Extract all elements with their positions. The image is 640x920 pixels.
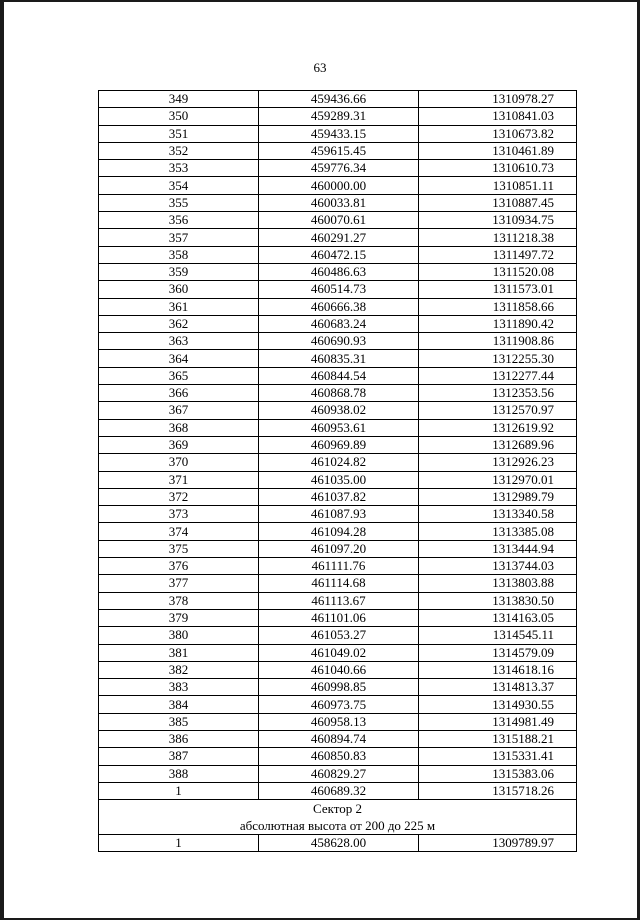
y-coordinate-cell: 1310934.75 — [419, 212, 577, 229]
y-coordinate-cell: 1311218.38 — [419, 229, 577, 246]
x-coordinate-cell: 461024.82 — [259, 454, 419, 471]
point-number-cell: 367 — [99, 402, 259, 419]
table-row — [99, 194, 577, 211]
x-coordinate-cell: 461037.82 — [259, 488, 419, 505]
table-row — [99, 644, 577, 661]
y-coordinate-cell: 1313744.03 — [419, 558, 577, 575]
y-coordinate-cell: 1311520.08 — [419, 263, 577, 280]
table-row — [99, 523, 577, 540]
point-number-cell: 353 — [99, 160, 259, 177]
y-coordinate-cell: 1312277.44 — [419, 367, 577, 384]
y-coordinate-cell: 1315718.26 — [419, 782, 577, 799]
y-coordinate-cell: 1313340.58 — [419, 506, 577, 523]
point-number-cell: 388 — [99, 765, 259, 782]
y-coordinate-cell: 1310978.27 — [419, 91, 577, 108]
y-coordinate-cell: 1310610.73 — [419, 160, 577, 177]
x-coordinate-cell: 461040.66 — [259, 661, 419, 678]
y-coordinate-cell: 1310841.03 — [419, 108, 577, 125]
table-row — [99, 748, 577, 765]
y-coordinate-cell: 1311497.72 — [419, 246, 577, 263]
point-number-cell: 383 — [99, 679, 259, 696]
scan-edge-left — [0, 0, 4, 920]
x-coordinate-cell: 460969.89 — [259, 436, 419, 453]
y-coordinate-cell: 1314930.55 — [419, 696, 577, 713]
point-number-cell: 372 — [99, 488, 259, 505]
sector-header-row — [99, 800, 577, 835]
table-row — [99, 229, 577, 246]
x-coordinate-cell: 460958.13 — [259, 713, 419, 730]
y-coordinate-cell: 1315188.21 — [419, 730, 577, 747]
point-number-cell: 350 — [99, 108, 259, 125]
x-coordinate-cell: 461094.28 — [259, 523, 419, 540]
table-row — [99, 108, 577, 125]
point-number-cell: 363 — [99, 333, 259, 350]
point-number-cell: 1 — [99, 835, 259, 852]
table-row — [99, 402, 577, 419]
y-coordinate-cell: 1312989.79 — [419, 488, 577, 505]
y-coordinate-cell: 1309789.97 — [419, 835, 577, 852]
coordinates-table-body — [99, 91, 577, 800]
table-row — [99, 713, 577, 730]
x-coordinate-cell: 460291.27 — [259, 229, 419, 246]
point-number-cell: 386 — [99, 730, 259, 747]
x-coordinate-cell: 458628.00 — [259, 835, 419, 852]
y-coordinate-cell: 1314545.11 — [419, 627, 577, 644]
x-coordinate-cell: 460850.83 — [259, 748, 419, 765]
x-coordinate-cell: 461113.67 — [259, 592, 419, 609]
sector-header-cell — [99, 800, 577, 835]
point-number-cell: 355 — [99, 194, 259, 211]
y-coordinate-cell: 1310461.89 — [419, 142, 577, 159]
table-row — [99, 696, 577, 713]
table-row — [99, 246, 577, 263]
point-number-cell: 371 — [99, 471, 259, 488]
point-number-cell: 374 — [99, 523, 259, 540]
table-row — [99, 592, 577, 609]
table-row — [99, 142, 577, 159]
point-number-cell: 378 — [99, 592, 259, 609]
x-coordinate-cell: 460938.02 — [259, 402, 419, 419]
table-row — [99, 454, 577, 471]
point-number-cell: 387 — [99, 748, 259, 765]
x-coordinate-cell: 461053.27 — [259, 627, 419, 644]
table-row — [99, 263, 577, 280]
y-coordinate-cell: 1310673.82 — [419, 125, 577, 142]
point-number-cell: 382 — [99, 661, 259, 678]
point-number-cell: 381 — [99, 644, 259, 661]
y-coordinate-cell: 1314579.09 — [419, 644, 577, 661]
table-row — [99, 558, 577, 575]
table-row — [99, 160, 577, 177]
point-number-cell: 357 — [99, 229, 259, 246]
y-coordinate-cell: 1312570.97 — [419, 402, 577, 419]
point-number-cell: 375 — [99, 540, 259, 557]
y-coordinate-cell: 1311890.42 — [419, 315, 577, 332]
x-coordinate-cell: 459433.15 — [259, 125, 419, 142]
table-row — [99, 212, 577, 229]
table-row — [99, 506, 577, 523]
y-coordinate-cell: 1314981.49 — [419, 713, 577, 730]
sector-section — [99, 800, 577, 835]
y-coordinate-cell: 1310887.45 — [419, 194, 577, 211]
x-coordinate-cell: 461114.68 — [259, 575, 419, 592]
sector-title: Сектор 2 — [312, 801, 362, 817]
table-row — [99, 177, 577, 194]
x-coordinate-cell: 460000.00 — [259, 177, 419, 194]
point-number-cell: 364 — [99, 350, 259, 367]
sector-table-body — [99, 835, 577, 852]
table-row — [99, 575, 577, 592]
y-coordinate-cell: 1311858.66 — [419, 298, 577, 315]
point-number-cell: 369 — [99, 436, 259, 453]
point-number-cell: 352 — [99, 142, 259, 159]
point-number-cell: 360 — [99, 281, 259, 298]
x-coordinate-cell: 460844.54 — [259, 367, 419, 384]
x-coordinate-cell: 460070.61 — [259, 212, 419, 229]
x-coordinate-cell: 459776.34 — [259, 160, 419, 177]
table-row — [99, 298, 577, 315]
point-number-cell: 379 — [99, 609, 259, 626]
point-number-cell: 370 — [99, 454, 259, 471]
sector-subtitle: абсолютная высота от 200 до 225 м — [239, 818, 436, 834]
x-coordinate-cell: 460973.75 — [259, 696, 419, 713]
point-number-cell: 349 — [99, 91, 259, 108]
x-coordinate-cell: 460835.31 — [259, 350, 419, 367]
point-number-cell: 373 — [99, 506, 259, 523]
y-coordinate-cell: 1312926.23 — [419, 454, 577, 471]
x-coordinate-cell: 460683.24 — [259, 315, 419, 332]
y-coordinate-cell: 1310851.11 — [419, 177, 577, 194]
table-row — [99, 661, 577, 678]
scan-edge-top — [0, 0, 640, 2]
table-row — [99, 782, 577, 799]
point-number-cell: 368 — [99, 419, 259, 436]
point-number-cell: 361 — [99, 298, 259, 315]
y-coordinate-cell: 1313444.94 — [419, 540, 577, 557]
table-row — [99, 350, 577, 367]
y-coordinate-cell: 1313803.88 — [419, 575, 577, 592]
x-coordinate-cell: 460486.63 — [259, 263, 419, 280]
point-number-cell: 380 — [99, 627, 259, 644]
x-coordinate-cell: 460868.78 — [259, 385, 419, 402]
table-row — [99, 540, 577, 557]
y-coordinate-cell: 1313830.50 — [419, 592, 577, 609]
y-coordinate-cell: 1312970.01 — [419, 471, 577, 488]
x-coordinate-cell: 461097.20 — [259, 540, 419, 557]
y-coordinate-cell: 1314163.05 — [419, 609, 577, 626]
x-coordinate-cell: 461049.02 — [259, 644, 419, 661]
table-row — [99, 436, 577, 453]
table-row — [99, 609, 577, 626]
coordinates-table — [98, 90, 577, 852]
point-number-cell: 377 — [99, 575, 259, 592]
x-coordinate-cell: 460953.61 — [259, 419, 419, 436]
y-coordinate-cell: 1314813.37 — [419, 679, 577, 696]
table-row — [99, 367, 577, 384]
x-coordinate-cell: 460514.73 — [259, 281, 419, 298]
point-number-cell: 365 — [99, 367, 259, 384]
table-row — [99, 765, 577, 782]
x-coordinate-cell: 459615.45 — [259, 142, 419, 159]
point-number-cell: 358 — [99, 246, 259, 263]
y-coordinate-cell: 1312619.92 — [419, 419, 577, 436]
x-coordinate-cell: 460894.74 — [259, 730, 419, 747]
x-coordinate-cell: 460829.27 — [259, 765, 419, 782]
point-number-cell: 384 — [99, 696, 259, 713]
page-number: 63 — [313, 60, 327, 75]
point-number-cell: 356 — [99, 212, 259, 229]
table-row — [99, 281, 577, 298]
y-coordinate-cell: 1312255.30 — [419, 350, 577, 367]
x-coordinate-cell: 461035.00 — [259, 471, 419, 488]
x-coordinate-cell: 459436.66 — [259, 91, 419, 108]
point-number-cell: 366 — [99, 385, 259, 402]
table-row — [99, 679, 577, 696]
x-coordinate-cell: 460666.38 — [259, 298, 419, 315]
table-row — [99, 835, 577, 852]
x-coordinate-cell: 460998.85 — [259, 679, 419, 696]
point-number-cell: 376 — [99, 558, 259, 575]
x-coordinate-cell: 460033.81 — [259, 194, 419, 211]
y-coordinate-cell: 1315383.06 — [419, 765, 577, 782]
point-number-cell: 362 — [99, 315, 259, 332]
point-number-cell: 359 — [99, 263, 259, 280]
x-coordinate-cell: 461111.76 — [259, 558, 419, 575]
table-row — [99, 488, 577, 505]
table-row — [99, 730, 577, 747]
x-coordinate-cell: 460690.93 — [259, 333, 419, 350]
table-row — [99, 627, 577, 644]
table-row — [99, 125, 577, 142]
y-coordinate-cell: 1315331.41 — [419, 748, 577, 765]
x-coordinate-cell: 459289.31 — [259, 108, 419, 125]
y-coordinate-cell: 1312689.96 — [419, 436, 577, 453]
y-coordinate-cell: 1311908.86 — [419, 333, 577, 350]
table-row — [99, 91, 577, 108]
y-coordinate-cell: 1314618.16 — [419, 661, 577, 678]
x-coordinate-cell: 461087.93 — [259, 506, 419, 523]
x-coordinate-cell: 461101.06 — [259, 609, 419, 626]
table-row — [99, 315, 577, 332]
point-number-cell: 351 — [99, 125, 259, 142]
point-number-cell: 385 — [99, 713, 259, 730]
point-number-cell: 1 — [99, 782, 259, 799]
table-row — [99, 385, 577, 402]
y-coordinate-cell: 1313385.08 — [419, 523, 577, 540]
x-coordinate-cell: 460689.32 — [259, 782, 419, 799]
y-coordinate-cell: 1312353.56 — [419, 385, 577, 402]
point-number-cell: 354 — [99, 177, 259, 194]
table-row — [99, 471, 577, 488]
x-coordinate-cell: 460472.15 — [259, 246, 419, 263]
table-row — [99, 333, 577, 350]
y-coordinate-cell: 1311573.01 — [419, 281, 577, 298]
table-row — [99, 419, 577, 436]
